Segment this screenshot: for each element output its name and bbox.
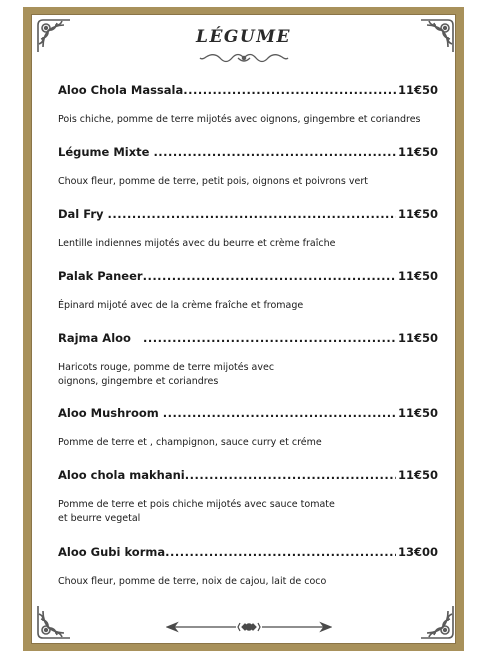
dot-leader bbox=[143, 269, 396, 283]
corner-flourish-icon bbox=[418, 603, 456, 641]
menu-item-price: 11€50 bbox=[397, 145, 438, 159]
corner-flourish-icon bbox=[35, 603, 73, 641]
menu-item-name: Légume Mixte bbox=[58, 145, 154, 159]
menu-item-price: 11€50 bbox=[397, 207, 438, 221]
menu-item bbox=[58, 145, 438, 189]
title-flourish-icon bbox=[198, 50, 290, 66]
menu-item-price: 11€50 bbox=[397, 468, 438, 482]
dot-leader bbox=[165, 545, 396, 559]
menu-item bbox=[58, 331, 438, 389]
menu-item bbox=[58, 207, 438, 251]
menu-item-description: Haricots rouge, pomme de terre mijotés avec oignons, gingembre et coriandres bbox=[58, 362, 275, 387]
menu-item-description: Choux fleur, pomme de terre, noix de cajou, lait de coco bbox=[58, 576, 327, 587]
menu-item-name: Aloo Mushroom bbox=[58, 406, 163, 420]
menu-item-name: Palak Paneer bbox=[58, 269, 143, 283]
menu-item bbox=[58, 468, 438, 526]
menu-item-name: Aloo chola makhani bbox=[58, 468, 185, 482]
menu-item-description: Choux fleur, pomme de terre, petit pois, oignons et poivrons vert bbox=[58, 176, 368, 187]
menu-item bbox=[58, 83, 438, 127]
menu-item-description: Lentille indiennes mijotés avec du beurre et crème fraîche bbox=[58, 238, 336, 249]
menu-item-description: Pomme de terre et pois chiche mijotés avec sauce tomate et beurre vegetal bbox=[58, 499, 335, 524]
menu-item bbox=[58, 545, 438, 589]
dot-leader bbox=[185, 468, 396, 482]
dot-leader bbox=[108, 207, 396, 221]
menu-item-description: Pomme de terre et , champignon, sauce curry et créme bbox=[58, 437, 322, 448]
dot-leader bbox=[163, 406, 396, 420]
menu-item-price: 11€50 bbox=[397, 331, 438, 345]
menu-item bbox=[58, 406, 438, 450]
menu-item-description: Pois chiche, pomme de terre mijotés avec oignons, gingembre et coriandres bbox=[58, 114, 421, 125]
dot-leader bbox=[143, 331, 396, 345]
menu-item-price: 11€50 bbox=[397, 406, 438, 420]
menu-item-price: 11€50 bbox=[397, 83, 438, 97]
menu-item-name: Aloo Chola Massala bbox=[58, 83, 184, 97]
bottom-arrow-divider-icon bbox=[166, 621, 332, 633]
menu-item-price: 11€50 bbox=[397, 269, 438, 283]
menu-item-name: Aloo Gubi korma bbox=[58, 545, 166, 559]
dot-leader bbox=[183, 83, 396, 97]
dot-leader bbox=[153, 145, 396, 159]
menu-item bbox=[58, 269, 438, 313]
menu-item-price: 13€00 bbox=[397, 545, 438, 559]
menu-item-description: Épinard mijoté avec de la crème fraîche et fromage bbox=[58, 300, 304, 311]
menu-title: LÉGUME bbox=[195, 27, 292, 47]
menu-item-name: Rajma Aloo bbox=[58, 331, 143, 345]
menu-item-name: Dal Fry bbox=[58, 207, 108, 221]
